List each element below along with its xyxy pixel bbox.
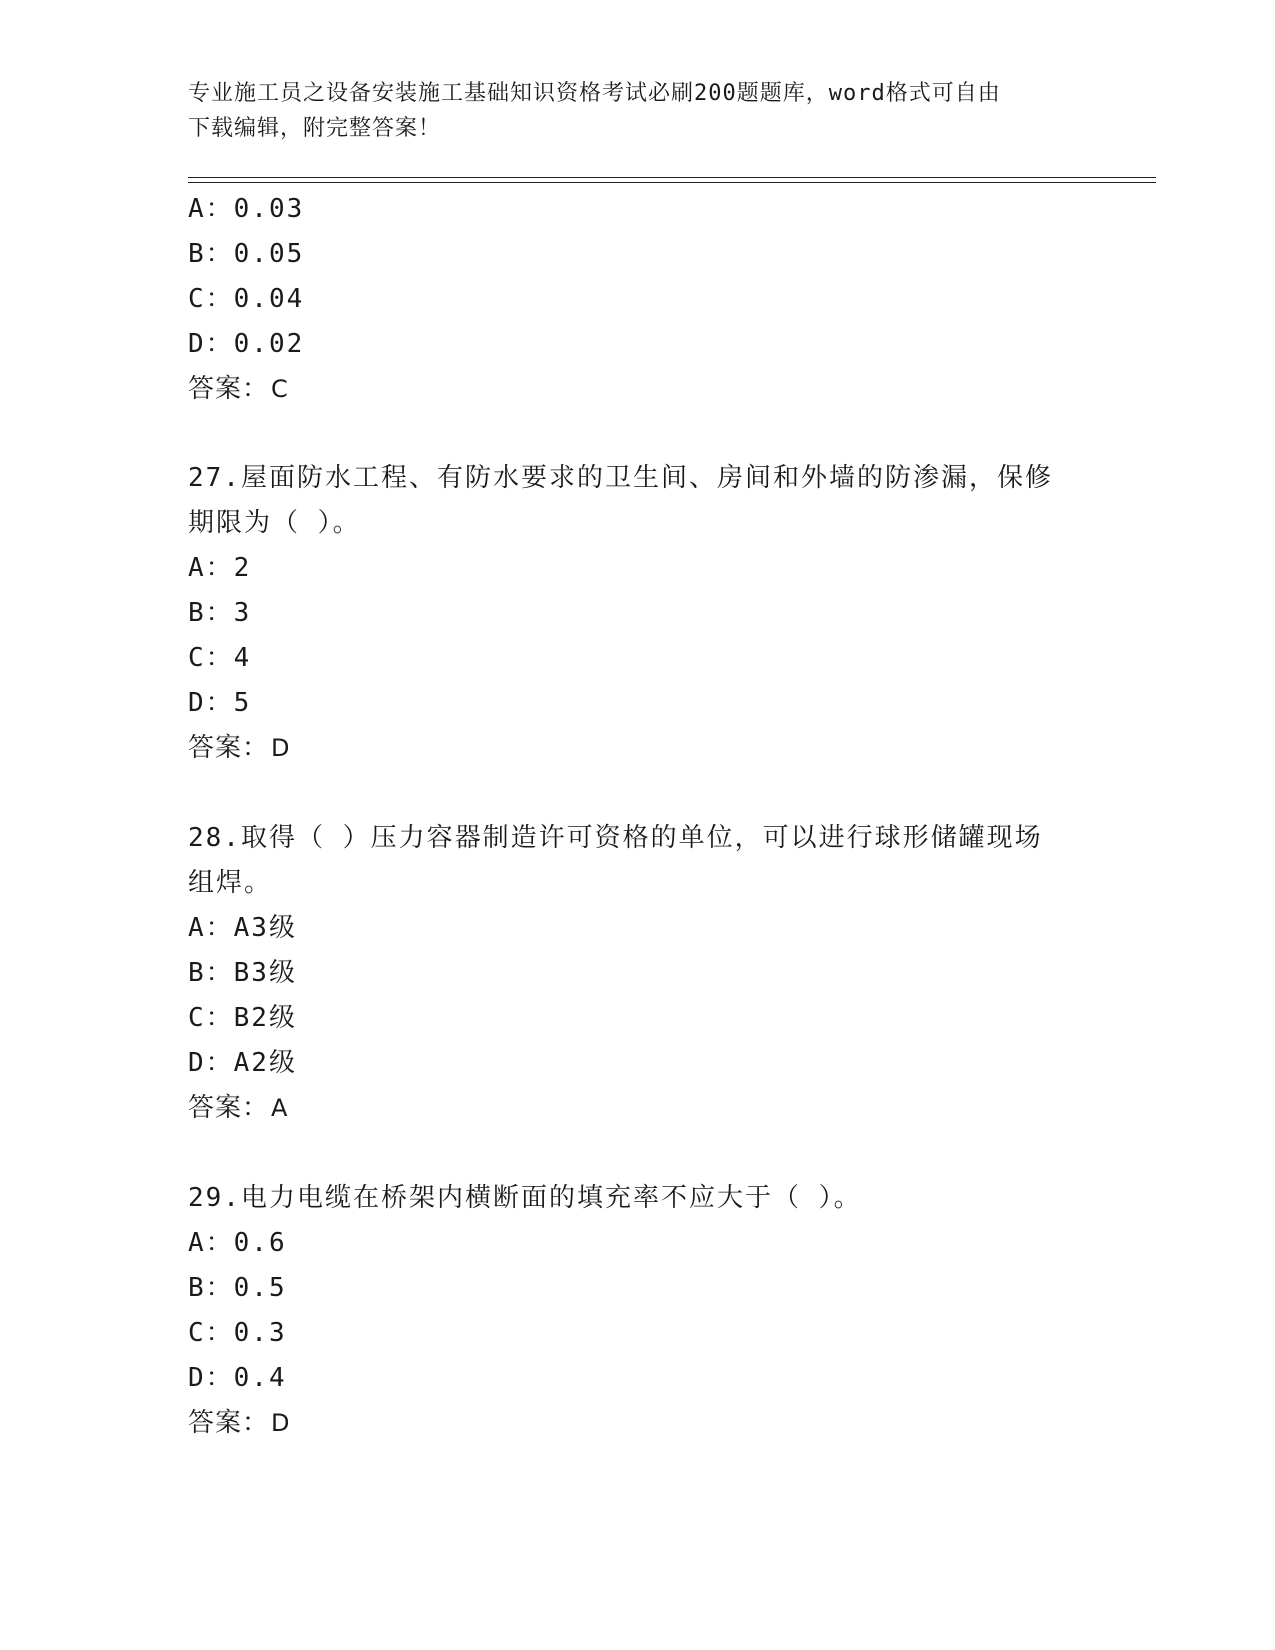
- question-27-text-line-2: 期限为（ ）。: [188, 508, 361, 538]
- answer-label: 答案：: [188, 374, 270, 404]
- question-28-option-b: B：B3级: [188, 958, 297, 988]
- document-header: [188, 76, 1088, 146]
- answer-label: 答案：: [188, 733, 270, 763]
- answer-label: 答案：: [188, 1408, 270, 1438]
- question-29-option-d: D：0.4: [188, 1363, 287, 1393]
- prev-option-a: A：0.03: [188, 194, 305, 224]
- answer-value: C: [271, 375, 289, 403]
- prev-option-b: B：0.05: [188, 239, 305, 269]
- answer-value: A: [271, 1094, 289, 1122]
- prev-option-c: C：0.04: [188, 284, 305, 314]
- question-28-option-c: C：B2级: [188, 1003, 297, 1033]
- question-27-option-b: B：3: [188, 598, 252, 628]
- header-line-1: 专业施工员之设备安装施工基础知识资格考试必刷200题题库，word格式可自由: [188, 81, 1001, 106]
- header-divider-top: [188, 177, 1156, 178]
- question-27-option-d: D：5: [188, 688, 252, 718]
- question-29-option-c: C：0.3: [188, 1318, 287, 1348]
- question-27-option-a: A：2: [188, 553, 252, 583]
- question-29-option-b: B：0.5: [188, 1273, 287, 1303]
- question-27-answer: [188, 732, 291, 764]
- header-line-2: 下载编辑，附完整答案！: [188, 116, 442, 141]
- question-28-answer: [188, 1092, 288, 1124]
- prev-option-d: D：0.02: [188, 329, 305, 359]
- question-27-option-c: C：4: [188, 643, 252, 673]
- answer-value: D: [271, 734, 291, 762]
- question-28-option-a: A：A3级: [188, 913, 297, 943]
- question-28-option-d: D：A2级: [188, 1048, 297, 1078]
- question-29-option-a: A：0.6: [188, 1228, 287, 1258]
- answer-value: D: [271, 1409, 291, 1437]
- prev-answer: [188, 373, 289, 405]
- answer-label: 答案：: [188, 1093, 270, 1123]
- header-divider-bottom: [188, 182, 1156, 183]
- question-29-text: 29.电力电缆在桥架内横断面的填充率不应大于（ ）。: [188, 1183, 862, 1213]
- question-28-text-line-2: 组焊。: [188, 868, 273, 898]
- question-28-text-line-1: 28.取得（ ）压力容器制造许可资格的单位，可以进行球形储罐现场: [188, 823, 1043, 853]
- question-27-text-line-1: 27.屋面防水工程、有防水要求的卫生间、房间和外墙的防渗漏，保修: [188, 463, 1053, 493]
- question-29-answer: [188, 1407, 291, 1439]
